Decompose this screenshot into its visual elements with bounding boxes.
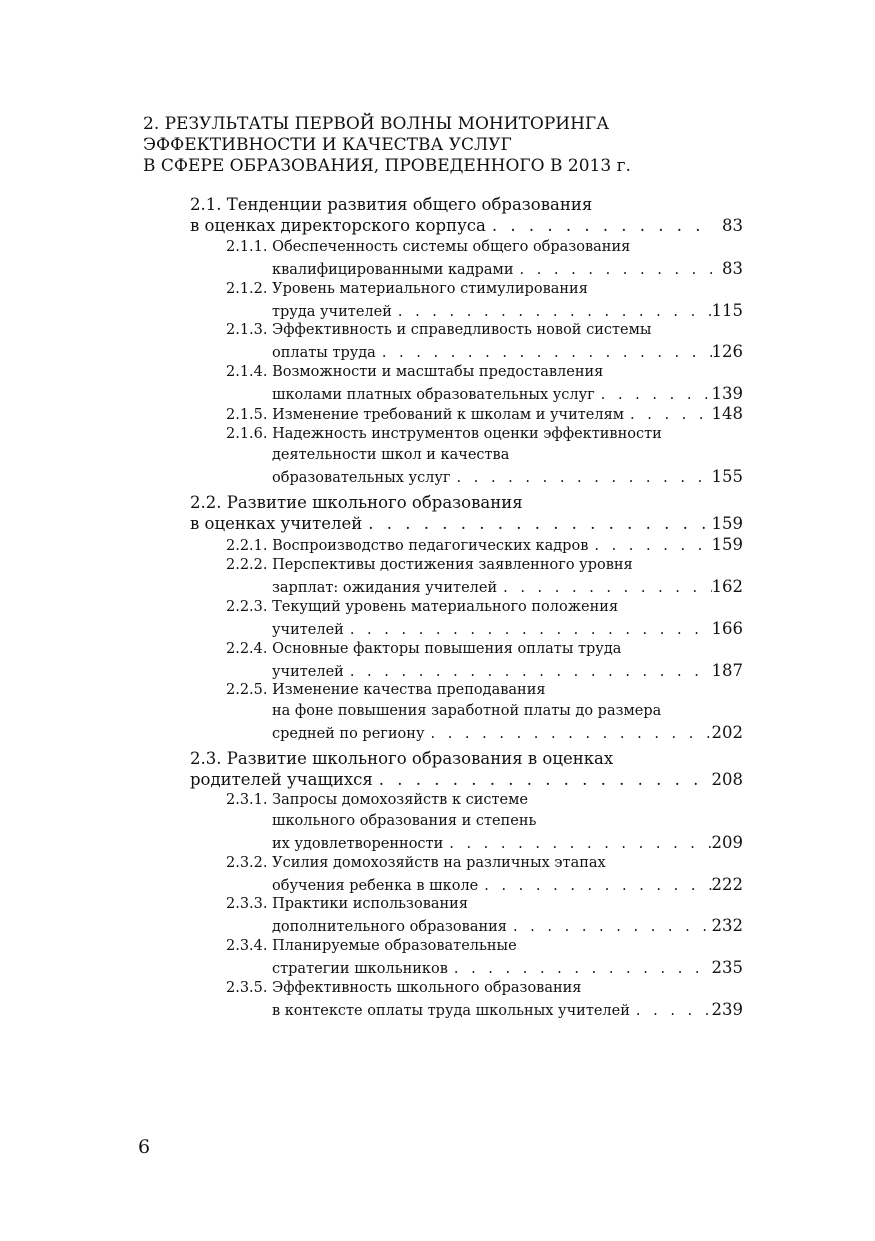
- toc-page-number: 208: [711, 770, 743, 789]
- dot-leader: [443, 834, 711, 855]
- toc-subsection-2-1-4[interactable]: [226, 362, 743, 404]
- toc-entry-text: труда учителей: [272, 304, 392, 320]
- dot-leader: [424, 724, 711, 745]
- toc-section-2-3[interactable]: [190, 748, 743, 790]
- dot-leader: [448, 959, 712, 980]
- dot-leader: [507, 917, 712, 938]
- toc-page-number: 235: [711, 958, 743, 977]
- toc-subsection-2-1-3[interactable]: [226, 320, 743, 362]
- toc-entry-text: 2.3.2. Усилия домохозяйств на различных этапах: [226, 855, 606, 871]
- dot-leader: [373, 769, 712, 790]
- dot-leader: [486, 215, 715, 236]
- toc-entry-text: 2.2.4. Основные факторы повышения оплаты труда: [226, 641, 622, 657]
- toc-subsection-2-2-3[interactable]: [226, 597, 743, 639]
- toc-entry-text: 2.1.3. Эффективность и справедливость новой системы: [226, 322, 652, 338]
- toc-section-2-2[interactable]: [190, 492, 743, 534]
- page-number: 6: [138, 1136, 151, 1158]
- toc-entry-text: их удовлетворенности: [272, 836, 444, 852]
- toc-page-number: 239: [711, 1000, 743, 1019]
- toc-entry-text: учителей: [272, 664, 344, 680]
- toc-subsection-2-2-1[interactable]: [226, 534, 743, 555]
- toc-subsection-2-3-1[interactable]: [226, 790, 743, 853]
- toc-entry-text: 2.2. Развитие школьного образования: [190, 493, 523, 512]
- toc-section-2-1[interactable]: [190, 194, 743, 236]
- dot-leader: [344, 620, 712, 641]
- toc-entry-text: учителей: [272, 622, 344, 638]
- toc-entry-text: в оценках директорского корпуса: [190, 216, 486, 235]
- toc-entry-text: 2.1.6. Надежность инструментов оценки эффективности: [226, 426, 662, 442]
- chapter-heading: [143, 114, 763, 177]
- toc-entry-text: 2.2.2. Перспективы достижения заявленного уровня: [226, 557, 633, 573]
- chapter-title-line: ЭФФЕКТИВНОСТИ И КАЧЕСТВА УСЛУГ: [143, 135, 512, 155]
- toc-entry-text: деятельности школ и качества: [272, 447, 510, 463]
- toc-entry-text: родителей учащихся: [190, 770, 373, 789]
- toc-entry-text: 2.1.2. Уровень материального стимулирования: [226, 281, 588, 297]
- toc-page-number: 202: [711, 723, 743, 742]
- toc-page-number: 222: [711, 875, 743, 894]
- toc-subsection-2-2-2[interactable]: [226, 555, 743, 597]
- toc-entry-text: 2.1.1. Обеспеченность системы общего образования: [226, 239, 631, 255]
- toc-entry-text: школьного образования и степень: [272, 813, 537, 829]
- toc-subsection-2-1-2[interactable]: [226, 279, 743, 321]
- dot-leader: [497, 578, 711, 599]
- toc-page-number: 166: [711, 619, 743, 638]
- toc-entry-text: стратегии школьников: [272, 961, 448, 977]
- dot-leader: [362, 513, 711, 534]
- chapter-title-line: 2. РЕЗУЛЬТАТЫ ПЕРВОЙ ВОЛНЫ МОНИТОРИНГА: [143, 114, 610, 134]
- toc-subsection-2-3-5[interactable]: [226, 978, 743, 1020]
- toc-entry-text: оплаты труда: [272, 345, 376, 361]
- toc-entry-text: 2.2.1. Воспроизводство педагогических кадров: [226, 538, 589, 554]
- toc-page-number: 187: [711, 661, 743, 680]
- dot-leader: [630, 1001, 712, 1022]
- toc-entry-text: 2.3.4. Планируемые образовательные: [226, 938, 517, 954]
- toc-entry-text: 2.1.4. Возможности и масштабы предоставления: [226, 364, 604, 380]
- toc-page-number: 159: [711, 535, 743, 554]
- toc-entry-text: школами платных образовательных услуг: [272, 387, 595, 403]
- toc-page-number: 148: [711, 404, 743, 423]
- toc-entry-text: 2.3.3. Практики использования: [226, 896, 468, 912]
- toc-entry-text: 2.2.3. Текущий уровень материального положения: [226, 599, 619, 615]
- toc-page-number: 83: [722, 216, 743, 235]
- dot-leader: [588, 536, 711, 557]
- toc-page-number: 115: [711, 301, 743, 320]
- toc-entry-text: 2.3. Развитие школьного образования в оценках: [190, 749, 614, 768]
- toc-subsection-2-1-5[interactable]: [226, 403, 743, 424]
- toc-entry-text: зарплат: ожидания учителей: [272, 580, 498, 596]
- toc-page-number: 159: [711, 514, 743, 533]
- toc-entry-text: в контексте оплаты труда школьных учителей: [272, 1003, 630, 1019]
- toc-entry-text: 2.3.5. Эффективность школьного образования: [226, 980, 582, 996]
- chapter-title-line: В СФЕРЕ ОБРАЗОВАНИЯ, ПРОВЕДЕННОГО В 2013 г.: [143, 156, 631, 176]
- toc-entry-text: 2.3.1. Запросы домохозяйств к системе: [226, 792, 528, 808]
- toc-entry-text: средней по региону: [272, 726, 425, 742]
- dot-leader: [624, 405, 711, 426]
- toc-subsection-2-3-3[interactable]: [226, 894, 743, 936]
- toc-entry-text: 2.2.5. Изменение качества преподавания: [226, 682, 546, 698]
- toc-entry-text: образовательных услуг: [272, 470, 451, 486]
- toc-entry-text: квалифицированными кадрами: [272, 262, 514, 278]
- toc-page-number: 232: [711, 916, 743, 935]
- dot-leader: [451, 468, 712, 489]
- toc-page-number: 139: [711, 384, 743, 403]
- toc-page-number: 162: [711, 577, 743, 596]
- toc-subsection-2-1-6[interactable]: [226, 424, 743, 487]
- dot-leader: [514, 260, 716, 281]
- toc-subsection-2-2-4[interactable]: [226, 639, 743, 681]
- toc-subsection-2-1-1[interactable]: [226, 237, 743, 279]
- toc-subsection-2-3-2[interactable]: [226, 853, 743, 895]
- toc-entry-text: 2.1. Тенденции развития общего образования: [190, 195, 593, 214]
- toc-page-number: 83: [722, 259, 743, 278]
- toc-entry-text: в оценках учителей: [190, 514, 363, 533]
- dot-leader: [376, 343, 712, 364]
- toc-entry-text: 2.1.5. Изменение требований к школам и учителям: [226, 407, 625, 423]
- toc-entry-text: на фоне повышения заработной платы до размера: [272, 703, 662, 719]
- toc-entry-text: дополнительного образования: [272, 919, 507, 935]
- toc-entry-text: обучения ребенка в школе: [272, 878, 479, 894]
- toc-page-number: 126: [711, 342, 743, 361]
- toc-page-number: 209: [711, 833, 743, 852]
- toc-subsection-2-3-4[interactable]: [226, 936, 743, 978]
- toc-subsection-2-2-5[interactable]: [226, 680, 743, 743]
- toc-page-number: 155: [711, 467, 743, 486]
